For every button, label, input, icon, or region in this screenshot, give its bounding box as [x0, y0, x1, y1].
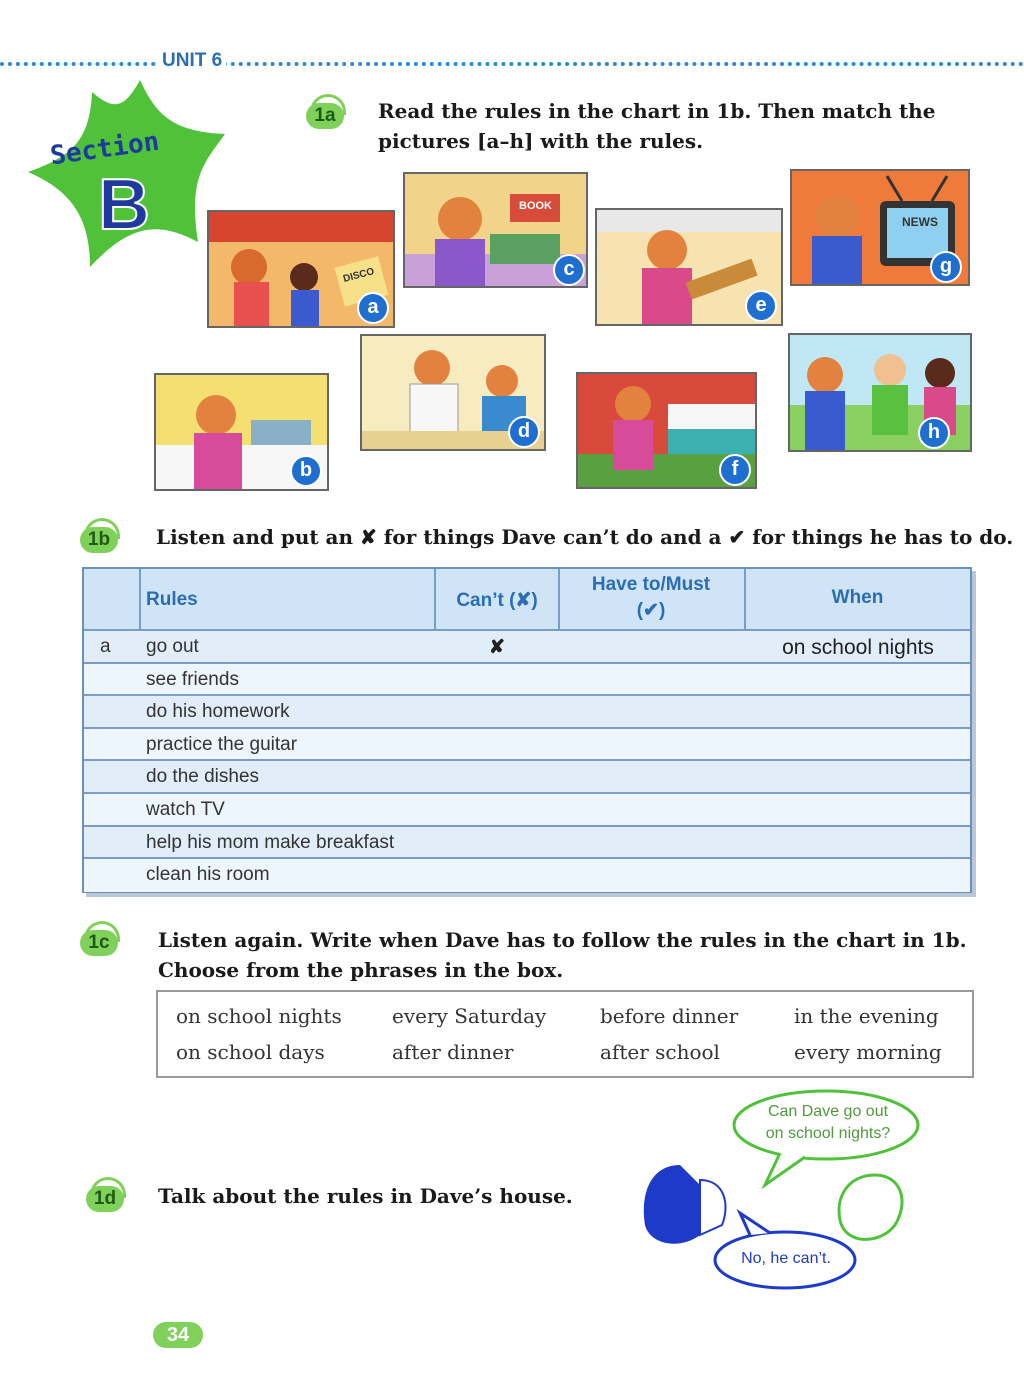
picture-c-sign: BOOK	[519, 200, 552, 212]
picture-d-letter: d	[508, 416, 540, 448]
instruction-1c-line1: Listen again. Write when Dave has to follow the rules in the chart in 1b.	[158, 928, 967, 952]
section-letter: B	[98, 165, 150, 245]
picture-a	[207, 210, 395, 328]
x-mark-icon: ✘	[360, 525, 377, 549]
phrase-1: on school nights	[176, 1004, 342, 1028]
instruction-1a-line1: Read the rules in the chart in 1b. Then match the	[378, 99, 936, 123]
rule-cell: practice the guitar	[146, 733, 298, 755]
picture-b	[154, 373, 329, 491]
picture-g-letter: g	[930, 251, 962, 283]
picture-a-sign: DISCO	[342, 266, 376, 285]
rule-cell: help his mom make breakfast	[146, 831, 395, 853]
header-dotted-rule	[0, 62, 1024, 66]
header-have-to-line1: Have to/Must	[591, 574, 711, 595]
phrase-4: in the evening	[794, 1004, 939, 1028]
badge-1a: 1a	[306, 103, 344, 129]
table-row	[84, 857, 970, 892]
badge-1d: 1d	[86, 1186, 124, 1212]
header-when: When	[831, 587, 884, 608]
section-word: Section	[48, 126, 162, 172]
header-have-to	[559, 572, 743, 624]
phrase-7: after school	[600, 1040, 720, 1064]
instruction-1c	[158, 925, 988, 985]
rule-cell: go out	[146, 636, 199, 657]
table-row	[84, 727, 970, 762]
picture-c	[403, 172, 588, 288]
picture-h	[788, 333, 972, 452]
instruction-1b-part2: for things Dave can’t do and a	[383, 525, 722, 549]
table-row	[84, 662, 970, 697]
phrase-8: every morning	[794, 1040, 942, 1064]
picture-f	[576, 372, 757, 489]
rule-cell: do his homework	[146, 701, 290, 723]
phrase-2: every Saturday	[392, 1004, 547, 1028]
badge-1c: 1c	[80, 930, 118, 956]
table-row	[84, 825, 970, 860]
phrase-box	[156, 990, 974, 1078]
instruction-1b-part3: for things he has to do.	[752, 525, 1014, 549]
bubble-question-line1: Can Dave go out	[767, 1103, 889, 1120]
picture-h-letter: h	[918, 417, 950, 449]
table-row	[84, 629, 970, 664]
table-row	[84, 792, 970, 827]
check-mark-icon: ✔	[728, 525, 746, 549]
cant-cell[interactable]: ✘	[489, 637, 505, 658]
row-index-cell: a	[100, 636, 111, 657]
section-star	[20, 72, 235, 272]
picture-b-letter: b	[290, 455, 322, 487]
bubble-question-line2: on school nights?	[765, 1125, 891, 1142]
instruction-1a	[378, 96, 978, 156]
instruction-1d: Talk about the rules in Dave’s house.	[158, 1184, 573, 1208]
instruction-1b-part1: Listen and put an	[156, 525, 354, 549]
picture-g-sign: NEWS	[902, 215, 938, 229]
picture-e-letter: e	[745, 290, 777, 322]
phrase-6: after dinner	[392, 1040, 514, 1064]
badge-1b: 1b	[80, 527, 118, 553]
instruction-1c-line2: Choose from the phrases in the box.	[158, 958, 564, 982]
header-rules: Rules	[146, 589, 198, 610]
bubble-answer: No, he can’t.	[741, 1250, 831, 1267]
bubble-question	[748, 1101, 908, 1145]
instruction-1b	[156, 522, 1014, 552]
cartoon-dialogue	[630, 1085, 930, 1295]
picture-c-letter: c	[553, 254, 585, 286]
picture-d	[360, 334, 546, 451]
header-cant: Can’t (✘)	[456, 590, 538, 611]
picture-e	[595, 208, 783, 326]
rule-cell: clean his room	[146, 864, 270, 886]
rule-cell: watch TV	[146, 799, 225, 820]
table-header-row	[84, 569, 970, 629]
picture-a-letter: a	[357, 292, 389, 324]
phrase-3: before dinner	[600, 1004, 739, 1028]
picture-g	[790, 169, 970, 286]
rule-cell: see friends	[146, 668, 239, 690]
page-number: 34	[153, 1322, 203, 1348]
header-have-to-line2: (✔)	[636, 600, 666, 621]
picture-f-letter: f	[719, 454, 751, 486]
rules-table	[82, 567, 972, 893]
instruction-1a-line2: pictures [a–h] with the rules.	[378, 129, 704, 153]
unit-label: UNIT 6	[158, 50, 226, 72]
table-row	[84, 759, 970, 794]
table-row	[84, 694, 970, 729]
phrase-5: on school days	[176, 1040, 325, 1064]
when-cell[interactable]: on school nights	[782, 636, 934, 659]
rule-cell: do the dishes	[146, 766, 260, 788]
